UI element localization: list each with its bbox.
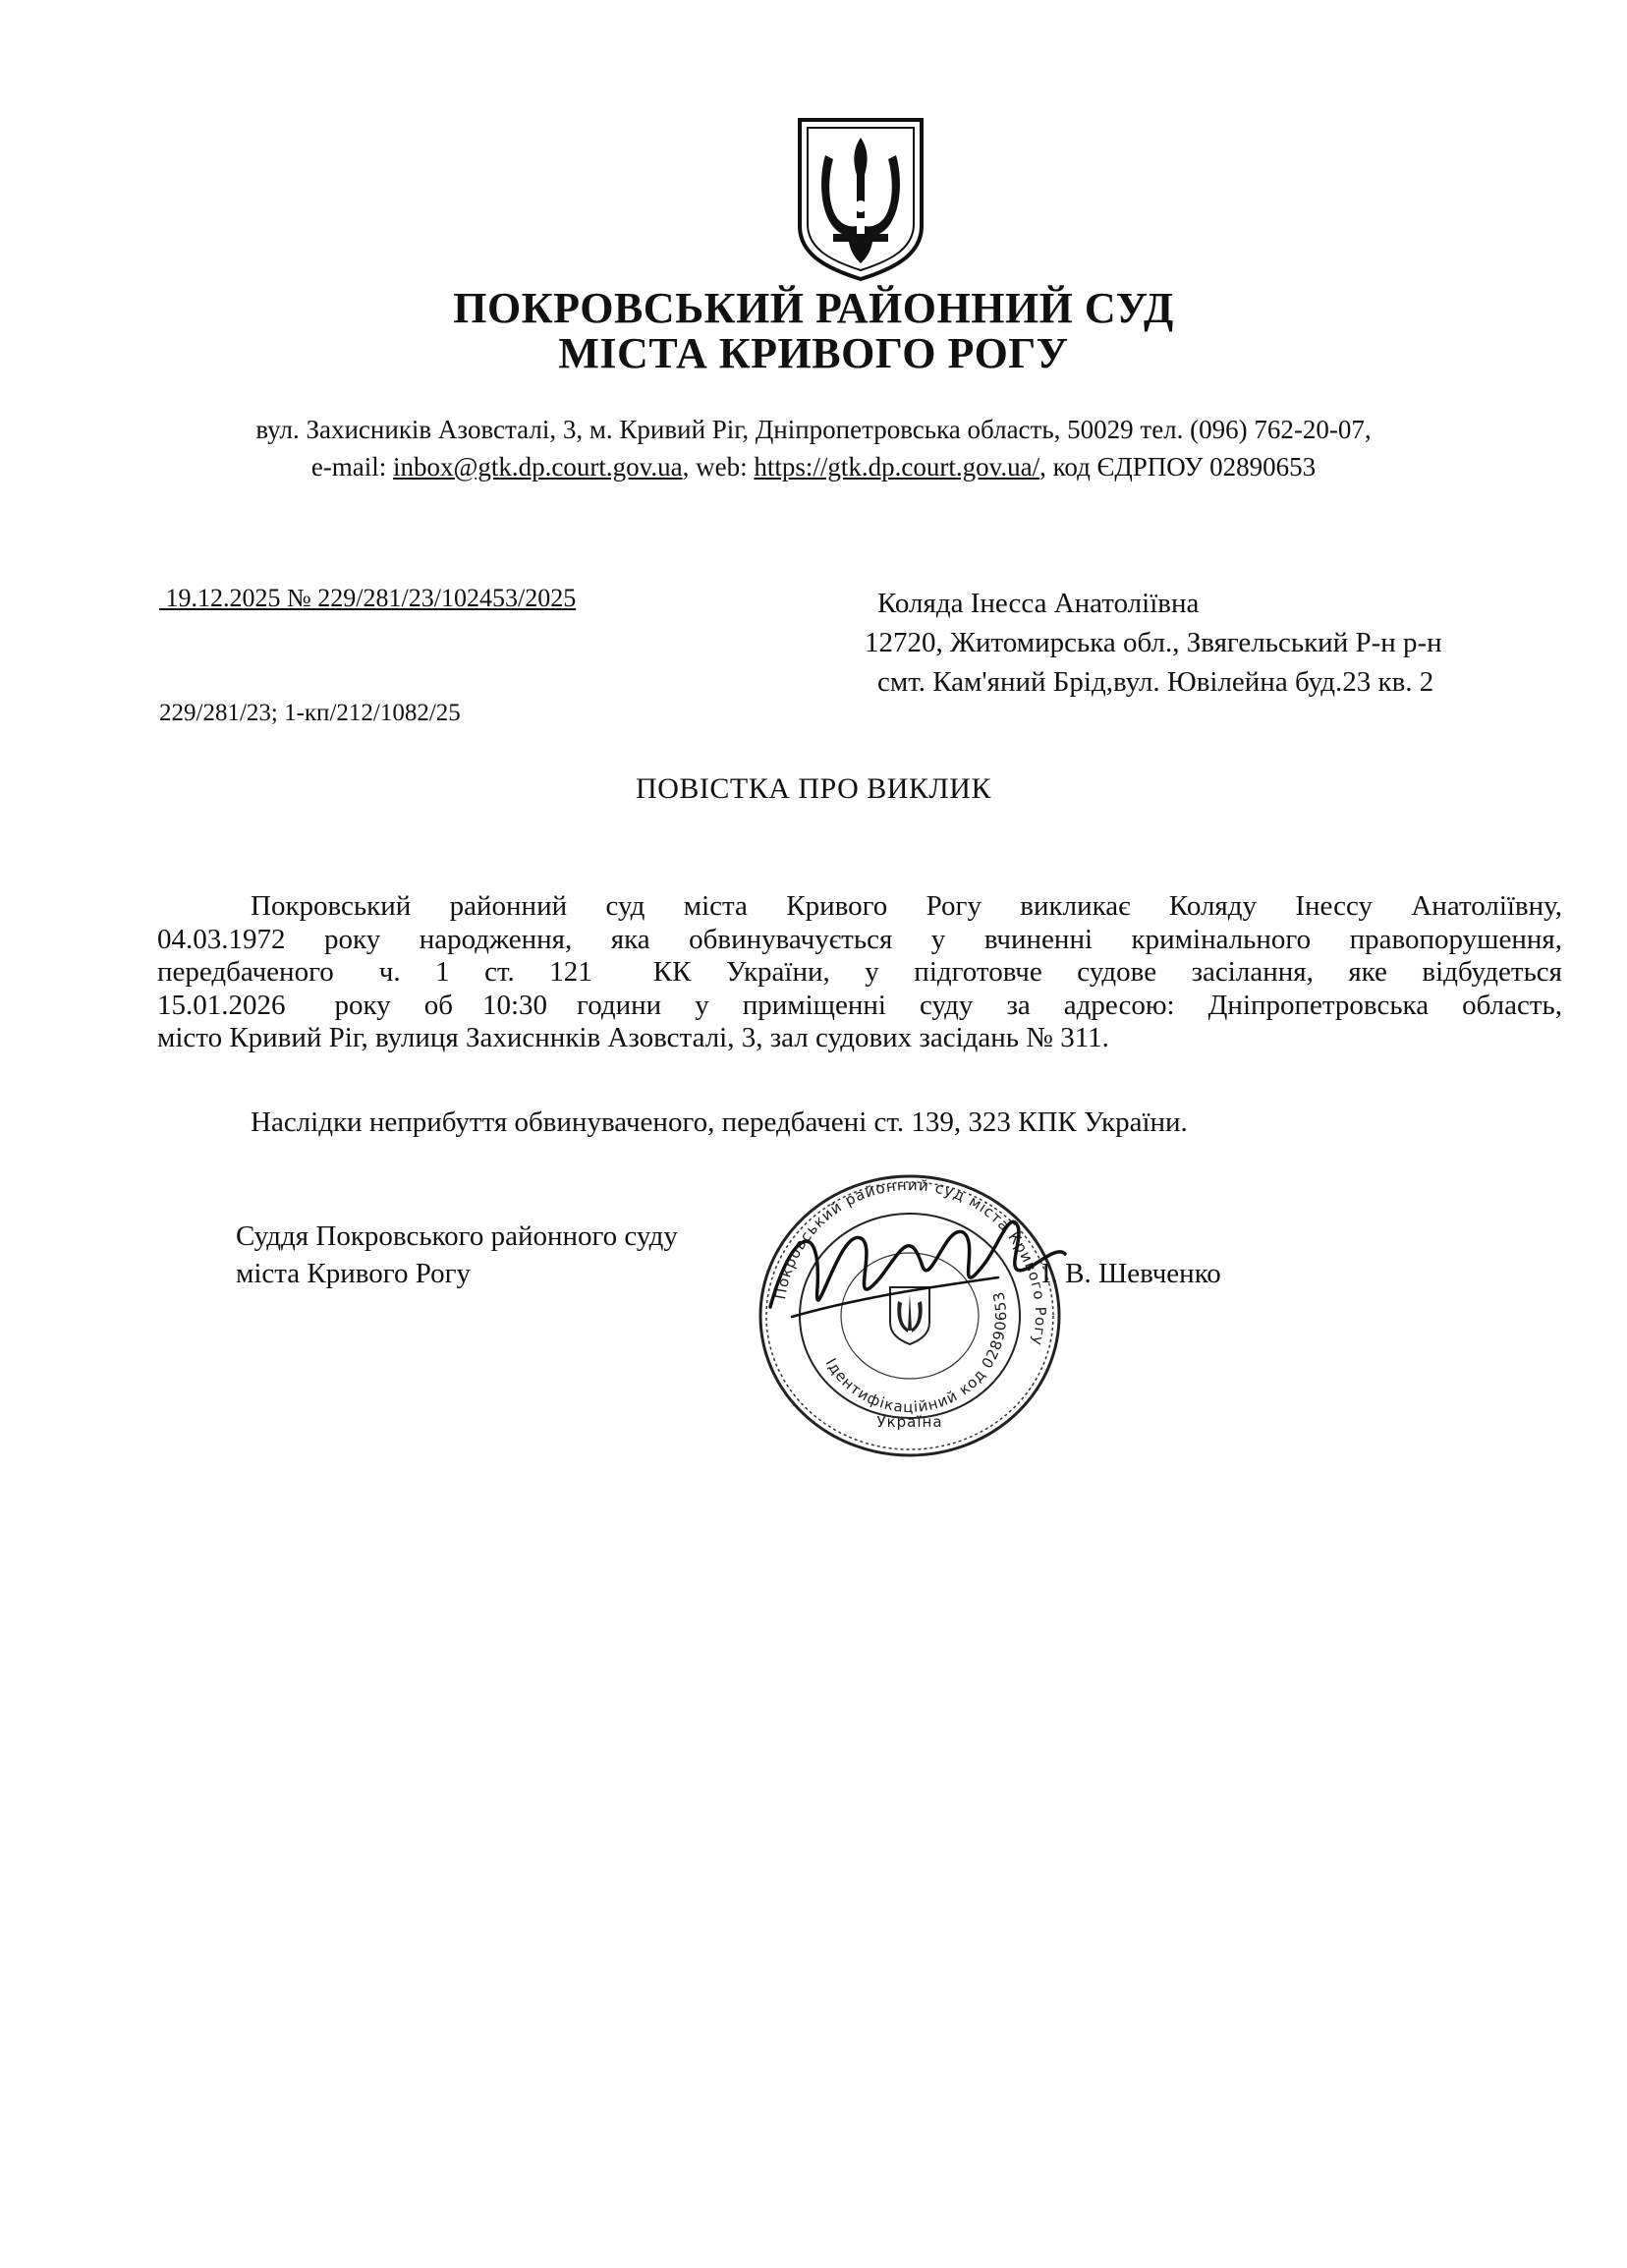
- edrpou-code: , код ЄДРПОУ 02890653: [1039, 452, 1317, 482]
- hearing-location: години у приміщенні суду за адресою: Дніпропетровська область,: [577, 989, 1562, 1021]
- body-line-3: [157, 956, 1562, 990]
- body-line-1: Покровський районний суд міста Кривого Рогу викликає Коляду Інессу Анатоліївну,: [251, 890, 1562, 922]
- web-label: , web:: [682, 452, 755, 482]
- case-numbers: 229/281/23; 1-кп/212/1082/25: [159, 700, 461, 726]
- recipient-address-line2: смт. Кам'яний Брід,вул. Ювілейна буд.23 кв. 2: [877, 666, 1434, 698]
- court-contacts: [0, 450, 1627, 483]
- seal-country-text: Україна: [876, 1413, 943, 1431]
- hearing-time-label: року об: [334, 989, 453, 1021]
- seal-inner-text: Ідентифікаційний код 02890653: [821, 1289, 1011, 1417]
- article-reference: ч. 1 ст. 121: [378, 956, 592, 988]
- signer-position-line2: міста Кривого Рогу: [236, 1258, 472, 1289]
- web-link[interactable]: https://gtk.dp.court.gov.ua/: [754, 452, 1040, 482]
- hearing-time: 10:30: [481, 989, 548, 1021]
- court-name-line2: МІСТА КРИВОГО РОГУ: [558, 329, 1069, 377]
- recipient-address-line1: 12720, Житомирська обл., Звягельський Р-н р-н: [865, 627, 1442, 658]
- outgoing-number: 19.12.2025 № 229/281/23/102453/2025: [159, 584, 577, 612]
- signer-position-line1: Суддя Покровського районного суду: [236, 1220, 678, 1252]
- email-label: e-mail:: [310, 452, 394, 482]
- hearing-date: 15.01.2026: [157, 989, 286, 1021]
- body-line-4: [157, 990, 1562, 1023]
- coat-of-arms-icon: [794, 116, 927, 283]
- body-line-5: місто Кривий Ріг, вулиця Захисннків Азовсталі, 3, зал судових засідань № 311.: [157, 1022, 1109, 1053]
- seal-outer-text: Покровський районний суд міста Кривого Рогу: [771, 1175, 1050, 1348]
- summons-body: [157, 890, 1562, 1055]
- email-link[interactable]: inbox@gtk.dp.court.gov.ua: [393, 452, 683, 482]
- court-seal: [753, 1169, 1067, 1462]
- document-title: ПОВІСТКА ПРО ВИКЛИК: [636, 772, 991, 805]
- court-name-line1: ПОКРОВСЬКИЙ РАЙОННИЙ СУД: [453, 284, 1174, 332]
- article-code: КК України, у підготовче судове засілання, яке відбудеться: [652, 956, 1563, 988]
- seal-trident-icon: [890, 1287, 929, 1344]
- body-line-2: 04.03.1972 року народження, яка обвинувачується у вчиненні кримінального правопорушення,: [157, 923, 1562, 955]
- article-intro: передбаченого: [157, 956, 334, 988]
- court-address: вул. Захисників Азовсталі, 3, м. Кривий Ріг, Дніпропетровська область, 50029 тел. (096) 762-20-07,: [255, 415, 1372, 444]
- judge-name: І. В. Шевченко: [1041, 1258, 1221, 1289]
- recipient-name: Коляда Інесса Анатоліївна: [877, 588, 1200, 619]
- consequences-note: Наслідки неприбуття обвинуваченого, передбачені ст. 139, 323 КПК України.: [251, 1106, 1188, 1138]
